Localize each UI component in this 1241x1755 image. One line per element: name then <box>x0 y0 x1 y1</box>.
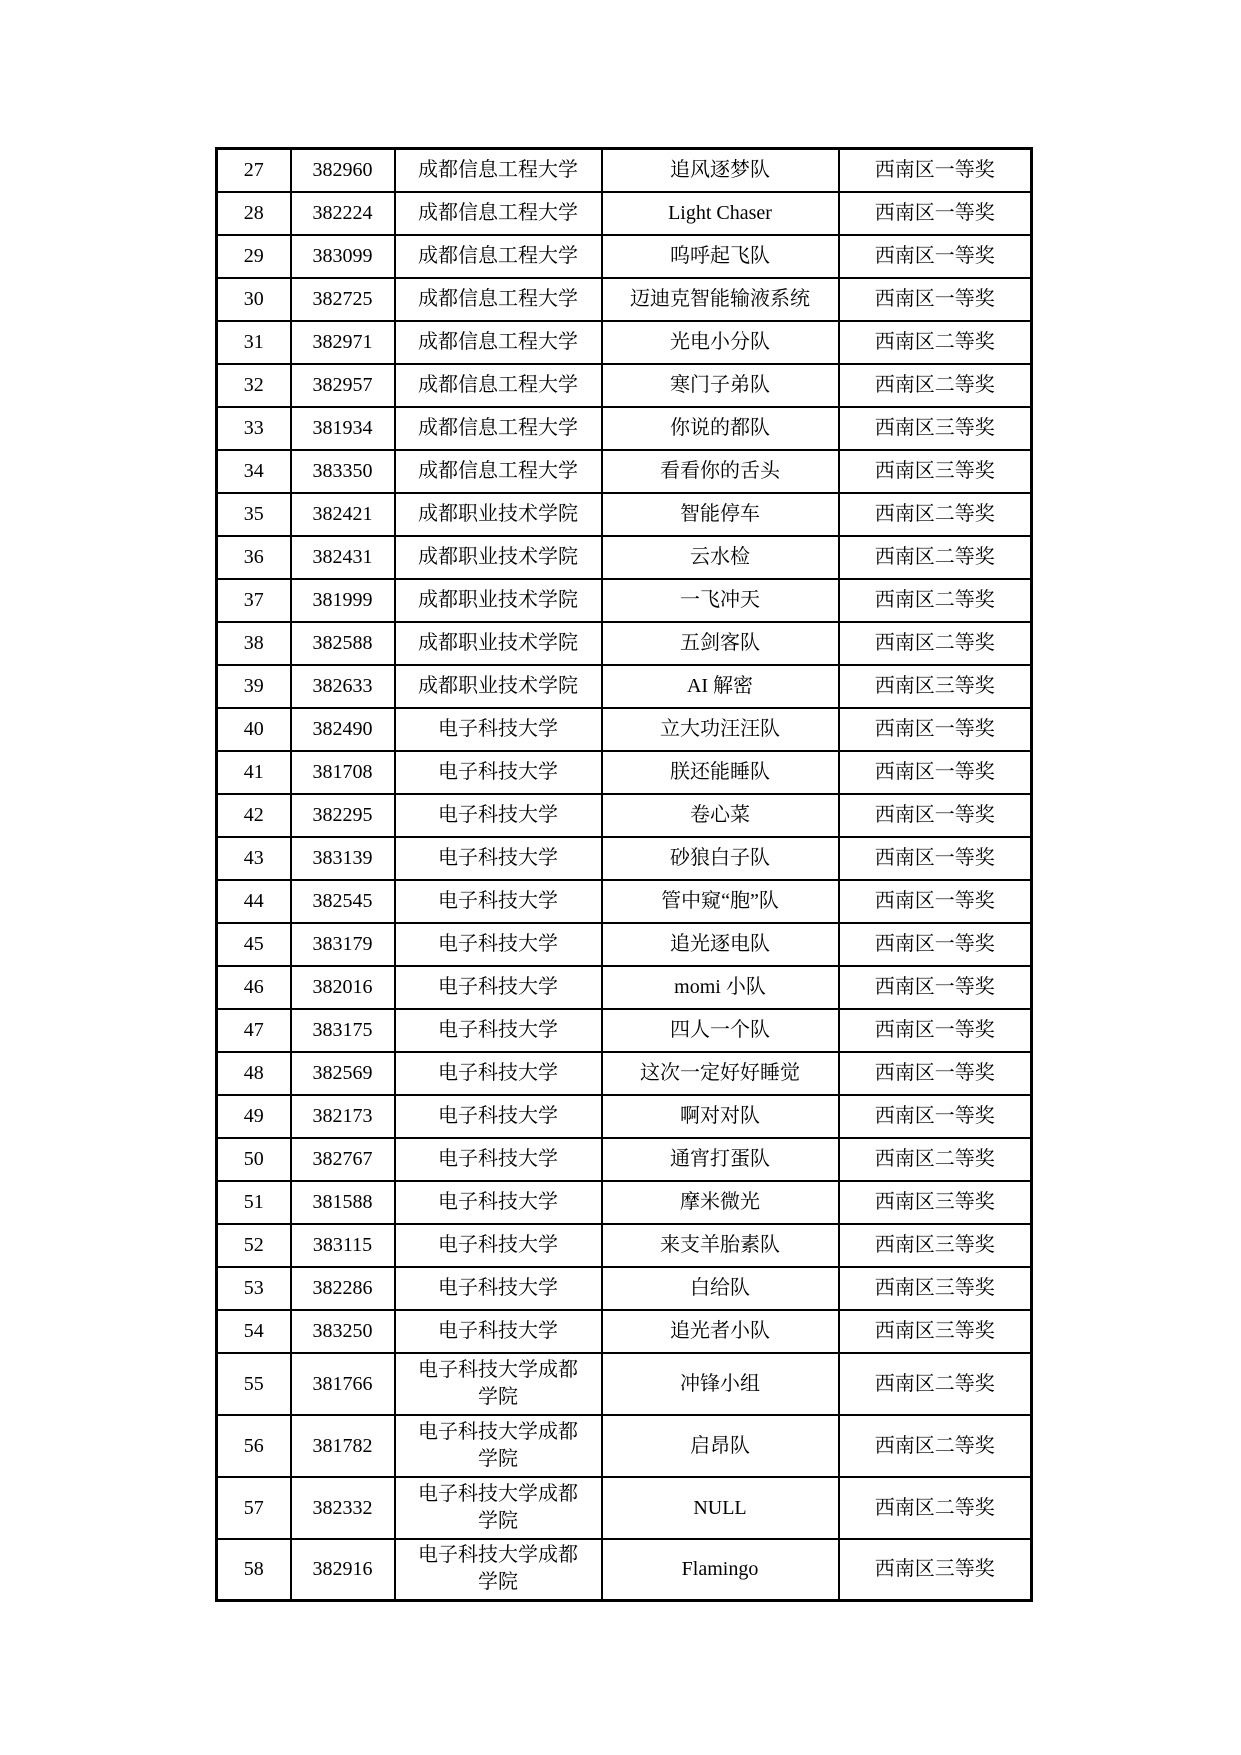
cell-award: 西南区一等奖 <box>839 751 1032 794</box>
cell-team-name: 冲锋小组 <box>602 1353 839 1415</box>
cell-team-name: 启昂队 <box>602 1415 839 1477</box>
cell-school <box>395 1267 602 1310</box>
cell-team-name: 四人一个队 <box>602 1009 839 1052</box>
table-row <box>217 192 1032 235</box>
cell-team-id: 382960 <box>291 149 395 192</box>
cell-index: 41 <box>217 751 291 794</box>
cell-school <box>395 794 602 837</box>
cell-award: 西南区一等奖 <box>839 1095 1032 1138</box>
cell-award: 西南区二等奖 <box>839 579 1032 622</box>
school-name: 电子科技大学 <box>438 1233 558 1256</box>
cell-award: 西南区一等奖 <box>839 794 1032 837</box>
table-row <box>217 1138 1032 1181</box>
cell-index: 45 <box>217 923 291 966</box>
table-row <box>217 149 1032 192</box>
cell-team-name: 啊对对队 <box>602 1095 839 1138</box>
school-name: 电子科技大学 <box>438 1147 558 1170</box>
cell-index: 53 <box>217 1267 291 1310</box>
cell-school <box>395 837 602 880</box>
table-row <box>217 880 1032 923</box>
cell-team-name: 这次一定好好睡觉 <box>602 1052 839 1095</box>
cell-team-name: NULL <box>602 1477 839 1539</box>
cell-school <box>395 1353 602 1415</box>
school-name: 电子科技大学 <box>438 1319 558 1342</box>
cell-index: 34 <box>217 450 291 493</box>
cell-award: 西南区一等奖 <box>839 837 1032 880</box>
cell-index: 55 <box>217 1353 291 1415</box>
cell-team-id: 383139 <box>291 837 395 880</box>
table-row <box>217 1415 1032 1477</box>
cell-award: 西南区三等奖 <box>839 1267 1032 1310</box>
cell-award: 西南区一等奖 <box>839 880 1032 923</box>
cell-team-name: 白给队 <box>602 1267 839 1310</box>
cell-team-id: 382569 <box>291 1052 395 1095</box>
school-name: 电子科技大学成都学院 <box>418 1420 578 1470</box>
cell-team-name: 看看你的舌头 <box>602 450 839 493</box>
cell-team-name: 云水检 <box>602 536 839 579</box>
cell-index: 51 <box>217 1181 291 1224</box>
school-name: 电子科技大学 <box>438 846 558 869</box>
cell-school <box>395 665 602 708</box>
cell-school <box>395 1052 602 1095</box>
cell-school <box>395 149 602 192</box>
cell-team-id: 383250 <box>291 1310 395 1353</box>
cell-team-id: 382588 <box>291 622 395 665</box>
cell-school <box>395 751 602 794</box>
cell-school <box>395 192 602 235</box>
school-name: 电子科技大学 <box>438 1061 558 1084</box>
table-row <box>217 665 1032 708</box>
table-row <box>217 450 1032 493</box>
cell-team-name: AI 解密 <box>602 665 839 708</box>
cell-school <box>395 407 602 450</box>
cell-award: 西南区三等奖 <box>839 1539 1032 1601</box>
school-name: 成都职业技术学院 <box>418 502 578 525</box>
school-name: 电子科技大学 <box>438 1104 558 1127</box>
school-name: 电子科技大学 <box>438 717 558 740</box>
school-name: 成都信息工程大学 <box>418 459 578 482</box>
cell-team-id: 383115 <box>291 1224 395 1267</box>
cell-school <box>395 321 602 364</box>
table-row <box>217 1267 1032 1310</box>
school-name: 电子科技大学 <box>438 1190 558 1213</box>
cell-team-id: 382490 <box>291 708 395 751</box>
cell-school <box>395 1224 602 1267</box>
cell-team-id: 382421 <box>291 493 395 536</box>
cell-index: 28 <box>217 192 291 235</box>
cell-award: 西南区二等奖 <box>839 1353 1032 1415</box>
cell-award: 西南区三等奖 <box>839 665 1032 708</box>
cell-award: 西南区一等奖 <box>839 149 1032 192</box>
cell-award: 西南区一等奖 <box>839 1052 1032 1095</box>
table-row <box>217 622 1032 665</box>
cell-award: 西南区一等奖 <box>839 923 1032 966</box>
cell-school <box>395 493 602 536</box>
cell-team-id: 381934 <box>291 407 395 450</box>
cell-team-id: 383179 <box>291 923 395 966</box>
cell-team-name: 光电小分队 <box>602 321 839 364</box>
cell-school <box>395 1138 602 1181</box>
cell-team-name: momi 小队 <box>602 966 839 1009</box>
cell-award: 西南区二等奖 <box>839 1415 1032 1477</box>
table-row <box>217 1224 1032 1267</box>
cell-index: 44 <box>217 880 291 923</box>
cell-school <box>395 450 602 493</box>
table-row <box>217 278 1032 321</box>
cell-team-name: 迈迪克智能输液系统 <box>602 278 839 321</box>
table-row <box>217 235 1032 278</box>
table-row <box>217 364 1032 407</box>
cell-school <box>395 235 602 278</box>
cell-team-id: 382173 <box>291 1095 395 1138</box>
cell-index: 46 <box>217 966 291 1009</box>
results-table <box>215 147 1033 1602</box>
cell-award: 西南区一等奖 <box>839 1009 1032 1052</box>
cell-team-id: 382725 <box>291 278 395 321</box>
cell-team-name: 你说的都队 <box>602 407 839 450</box>
school-name: 成都信息工程大学 <box>418 330 578 353</box>
cell-team-id: 382286 <box>291 1267 395 1310</box>
school-name: 成都信息工程大学 <box>418 158 578 181</box>
school-name: 电子科技大学 <box>438 932 558 955</box>
school-name: 电子科技大学 <box>438 975 558 998</box>
school-name: 成都信息工程大学 <box>418 244 578 267</box>
cell-team-id: 381999 <box>291 579 395 622</box>
school-name: 成都信息工程大学 <box>418 416 578 439</box>
cell-award: 西南区一等奖 <box>839 192 1032 235</box>
table-row <box>217 1095 1032 1138</box>
table-row <box>217 493 1032 536</box>
cell-team-id: 382016 <box>291 966 395 1009</box>
cell-school <box>395 364 602 407</box>
cell-school <box>395 1009 602 1052</box>
cell-team-id: 382916 <box>291 1539 395 1601</box>
cell-index: 57 <box>217 1477 291 1539</box>
cell-team-name: Light Chaser <box>602 192 839 235</box>
cell-award: 西南区一等奖 <box>839 278 1032 321</box>
cell-team-name: 立大功汪汪队 <box>602 708 839 751</box>
cell-team-id: 382957 <box>291 364 395 407</box>
cell-index: 42 <box>217 794 291 837</box>
cell-award: 西南区三等奖 <box>839 1224 1032 1267</box>
cell-index: 33 <box>217 407 291 450</box>
cell-award: 西南区二等奖 <box>839 1138 1032 1181</box>
cell-team-name: 追光逐电队 <box>602 923 839 966</box>
cell-index: 38 <box>217 622 291 665</box>
cell-team-id: 382431 <box>291 536 395 579</box>
cell-award: 西南区三等奖 <box>839 1310 1032 1353</box>
table-row <box>217 1181 1032 1224</box>
cell-school <box>395 278 602 321</box>
school-name: 电子科技大学 <box>438 803 558 826</box>
cell-team-name: 追光者小队 <box>602 1310 839 1353</box>
table-row <box>217 923 1032 966</box>
table-row <box>217 708 1032 751</box>
table-row <box>217 321 1032 364</box>
cell-index: 31 <box>217 321 291 364</box>
cell-index: 43 <box>217 837 291 880</box>
cell-index: 32 <box>217 364 291 407</box>
cell-team-id: 382767 <box>291 1138 395 1181</box>
cell-award: 西南区一等奖 <box>839 966 1032 1009</box>
cell-team-id: 381766 <box>291 1353 395 1415</box>
cell-team-name: 通宵打蛋队 <box>602 1138 839 1181</box>
cell-award: 西南区二等奖 <box>839 622 1032 665</box>
cell-team-name: 摩米微光 <box>602 1181 839 1224</box>
cell-school <box>395 966 602 1009</box>
cell-team-name: Flamingo <box>602 1539 839 1601</box>
cell-team-id: 383350 <box>291 450 395 493</box>
cell-school <box>395 1095 602 1138</box>
cell-team-id: 382633 <box>291 665 395 708</box>
cell-index: 56 <box>217 1415 291 1477</box>
school-name: 成都信息工程大学 <box>418 287 578 310</box>
school-name: 电子科技大学 <box>438 1276 558 1299</box>
table-row <box>217 1009 1032 1052</box>
table-row <box>217 1539 1032 1601</box>
cell-team-name: 寒门子弟队 <box>602 364 839 407</box>
cell-index: 40 <box>217 708 291 751</box>
cell-award: 西南区二等奖 <box>839 536 1032 579</box>
cell-index: 27 <box>217 149 291 192</box>
cell-index: 58 <box>217 1539 291 1601</box>
table-row <box>217 407 1032 450</box>
cell-index: 29 <box>217 235 291 278</box>
table-row <box>217 751 1032 794</box>
school-name: 成都信息工程大学 <box>418 201 578 224</box>
table-row <box>217 1477 1032 1539</box>
cell-team-id: 382224 <box>291 192 395 235</box>
school-name: 电子科技大学成都学院 <box>418 1482 578 1532</box>
cell-index: 54 <box>217 1310 291 1353</box>
cell-index: 47 <box>217 1009 291 1052</box>
cell-team-id: 383099 <box>291 235 395 278</box>
school-name: 成都职业技术学院 <box>418 631 578 654</box>
cell-school <box>395 1310 602 1353</box>
cell-index: 48 <box>217 1052 291 1095</box>
school-name: 电子科技大学 <box>438 760 558 783</box>
cell-award: 西南区二等奖 <box>839 493 1032 536</box>
cell-index: 37 <box>217 579 291 622</box>
cell-team-name: 砂狼白子队 <box>602 837 839 880</box>
cell-school <box>395 579 602 622</box>
school-name: 成都信息工程大学 <box>418 373 578 396</box>
cell-team-id: 382332 <box>291 1477 395 1539</box>
cell-index: 30 <box>217 278 291 321</box>
cell-team-name: 智能停车 <box>602 493 839 536</box>
cell-school <box>395 923 602 966</box>
cell-team-id: 382971 <box>291 321 395 364</box>
cell-team-name: 一飞冲天 <box>602 579 839 622</box>
cell-team-name: 管中窥“胞”队 <box>602 880 839 923</box>
cell-team-id: 381588 <box>291 1181 395 1224</box>
cell-award: 西南区二等奖 <box>839 1477 1032 1539</box>
school-name: 成都职业技术学院 <box>418 674 578 697</box>
cell-index: 36 <box>217 536 291 579</box>
school-name: 电子科技大学 <box>438 889 558 912</box>
school-name: 电子科技大学成都学院 <box>418 1544 578 1594</box>
cell-team-name: 五剑客队 <box>602 622 839 665</box>
table-row <box>217 579 1032 622</box>
cell-team-name: 卷心菜 <box>602 794 839 837</box>
cell-index: 50 <box>217 1138 291 1181</box>
results-table-body <box>217 149 1032 1601</box>
cell-index: 49 <box>217 1095 291 1138</box>
cell-award: 西南区三等奖 <box>839 1181 1032 1224</box>
cell-award: 西南区二等奖 <box>839 364 1032 407</box>
school-name: 成都职业技术学院 <box>418 588 578 611</box>
cell-school <box>395 1477 602 1539</box>
cell-team-name: 来支羊胎素队 <box>602 1224 839 1267</box>
cell-team-id: 381782 <box>291 1415 395 1477</box>
cell-team-id: 382295 <box>291 794 395 837</box>
cell-school <box>395 708 602 751</box>
table-row <box>217 1310 1032 1353</box>
cell-team-id: 383175 <box>291 1009 395 1052</box>
cell-index: 39 <box>217 665 291 708</box>
cell-team-name: 呜呼起飞队 <box>602 235 839 278</box>
school-name: 电子科技大学 <box>438 1018 558 1041</box>
cell-school <box>395 1539 602 1601</box>
cell-team-id: 382545 <box>291 880 395 923</box>
table-row <box>217 1052 1032 1095</box>
cell-index: 35 <box>217 493 291 536</box>
school-name: 成都职业技术学院 <box>418 545 578 568</box>
cell-team-name: 朕还能睡队 <box>602 751 839 794</box>
cell-school <box>395 1415 602 1477</box>
table-row <box>217 794 1032 837</box>
cell-award: 西南区一等奖 <box>839 708 1032 751</box>
table-row <box>217 536 1032 579</box>
cell-award: 西南区一等奖 <box>839 235 1032 278</box>
cell-school <box>395 880 602 923</box>
cell-award: 西南区二等奖 <box>839 321 1032 364</box>
table-row <box>217 837 1032 880</box>
table-row <box>217 966 1032 1009</box>
cell-award: 西南区三等奖 <box>839 450 1032 493</box>
cell-school <box>395 1181 602 1224</box>
cell-index: 52 <box>217 1224 291 1267</box>
cell-school <box>395 536 602 579</box>
cell-award: 西南区三等奖 <box>839 407 1032 450</box>
cell-team-id: 381708 <box>291 751 395 794</box>
cell-school <box>395 622 602 665</box>
school-name: 电子科技大学成都学院 <box>418 1358 578 1408</box>
cell-team-name: 追风逐梦队 <box>602 149 839 192</box>
table-row <box>217 1353 1032 1415</box>
